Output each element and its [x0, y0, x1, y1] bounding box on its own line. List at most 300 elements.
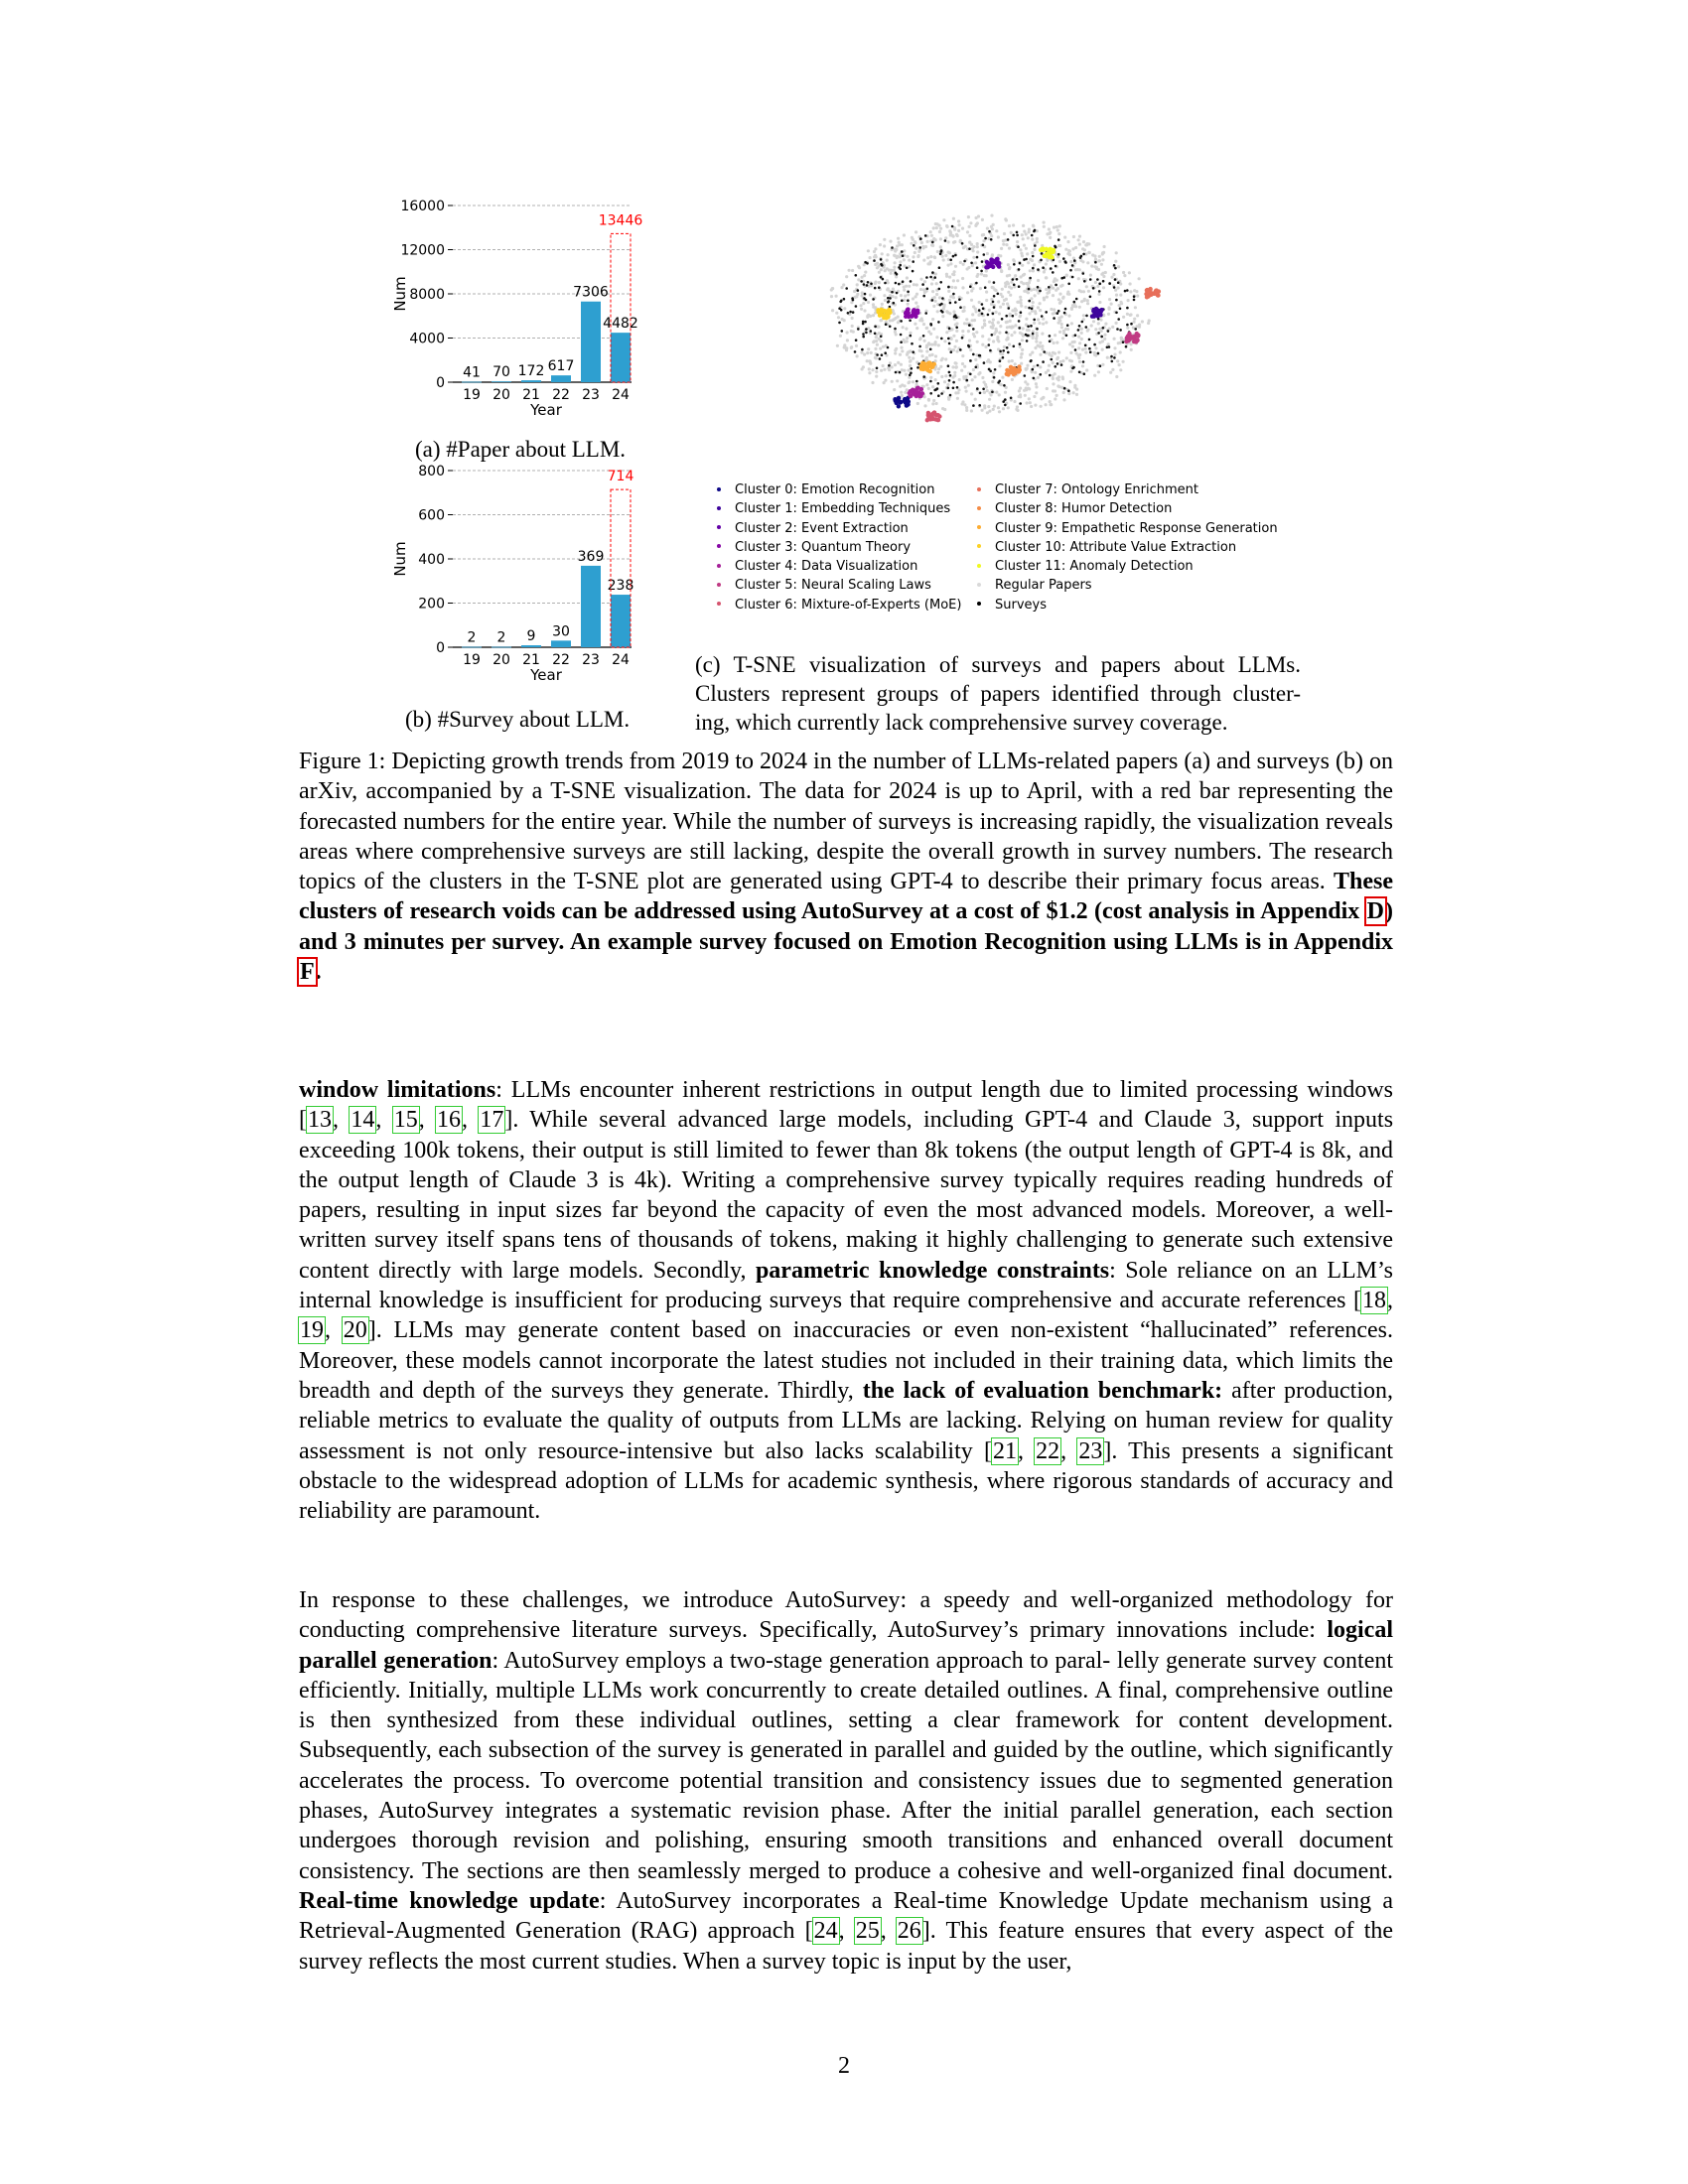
regular-paper-point	[1113, 346, 1116, 349]
regular-paper-point	[906, 276, 909, 279]
x-tick-label: 21	[522, 652, 540, 668]
regular-paper-point	[1042, 318, 1045, 321]
survey-point	[872, 298, 875, 301]
survey-point	[898, 266, 901, 269]
regular-paper-point	[939, 227, 942, 230]
regular-paper-point	[1038, 322, 1041, 325]
regular-paper-point	[967, 266, 970, 269]
regular-paper-point	[1011, 378, 1014, 381]
cite-link[interactable]: 16	[437, 1107, 462, 1134]
regular-paper-point	[843, 319, 846, 322]
regular-paper-point	[1008, 314, 1011, 317]
regular-paper-point	[998, 410, 1001, 413]
survey-point	[909, 374, 912, 377]
regular-paper-point	[926, 240, 929, 243]
regular-paper-point	[881, 303, 884, 306]
regular-paper-point	[1009, 320, 1012, 323]
survey-point	[910, 280, 913, 283]
regular-paper-point	[930, 343, 933, 346]
regular-paper-point	[973, 335, 976, 338]
regular-paper-point	[987, 358, 990, 361]
cluster-2-points	[984, 257, 1001, 270]
regular-paper-point	[957, 388, 960, 391]
regular-paper-point	[1008, 224, 1011, 227]
regular-paper-point	[1084, 347, 1087, 350]
cluster-point	[910, 314, 914, 318]
regular-paper-point	[1078, 341, 1081, 344]
survey-point	[998, 380, 1001, 383]
regular-paper-point	[980, 272, 983, 275]
legend-item	[973, 519, 1278, 538]
survey-point	[866, 284, 869, 287]
survey-point	[949, 259, 952, 262]
regular-paper-point	[1048, 364, 1051, 367]
y-tick-label: 12000	[400, 242, 445, 259]
regular-paper-point	[984, 345, 987, 348]
regular-paper-point	[860, 304, 863, 307]
regular-paper-point	[1104, 323, 1107, 326]
survey-point	[954, 314, 957, 317]
survey-point	[1098, 283, 1101, 286]
regular-paper-point	[1006, 326, 1009, 329]
regular-paper-point	[1136, 295, 1139, 298]
regular-paper-point	[878, 338, 881, 341]
regular-paper-point	[1076, 268, 1079, 271]
survey-point	[899, 264, 902, 267]
data-label: 41	[463, 364, 481, 381]
regular-paper-point	[875, 370, 878, 373]
data-label: 2	[496, 629, 506, 646]
survey-point	[915, 380, 918, 383]
regular-paper-point	[866, 351, 869, 354]
survey-point	[1016, 234, 1019, 237]
regular-paper-point	[1098, 255, 1101, 258]
p1-text-2: . While several advanced large models, including GPT-4 and Claude 3, support inputs exceeding 100k tokens, their output is still limited to fewer than 8k tokens (the output length of GPT-4 is 8k, and the output length of Claude 3 is 4k). Writing a comprehensive survey typically requires reading hundreds of papers, resulting in input sizes far beyond the capacity of even the most advanced models. Moreover, a well-written survey itself spans tens of thousands of tokens, making it highly challenging to generate such extensive content directly with large models. Secondly,	[299, 1107, 1394, 1284]
regular-paper-point	[944, 236, 947, 239]
survey-point	[895, 272, 898, 275]
cite-link[interactable]: 19	[300, 1317, 324, 1344]
survey-point	[1122, 341, 1125, 343]
regular-paper-point	[977, 214, 980, 217]
legend-marker-icon	[977, 564, 981, 568]
regular-paper-point	[945, 224, 948, 227]
cluster-point	[1126, 334, 1130, 338]
survey-point	[929, 348, 932, 351]
regular-paper-point	[934, 378, 937, 381]
survey-point	[907, 291, 910, 294]
regular-paper-point	[1115, 294, 1118, 297]
regular-paper-point	[915, 293, 918, 296]
p2-text-4: . This feature ensures that every aspect of the survey reflects the most current studies. When a survey topic is input by the user,	[299, 1918, 1394, 1975]
regular-paper-point	[908, 381, 911, 384]
regular-paper-point	[862, 365, 865, 368]
survey-point	[929, 276, 932, 279]
cluster-point	[997, 264, 1001, 268]
regular-paper-point	[883, 368, 886, 371]
survey-point	[1130, 323, 1133, 326]
cite-link[interactable]: 13	[308, 1107, 332, 1134]
regular-paper-point	[1039, 302, 1042, 305]
survey-point	[989, 349, 992, 352]
survey-point	[931, 299, 934, 302]
regular-paper-point	[899, 255, 902, 258]
survey-point	[1026, 340, 1029, 342]
survey-point	[1049, 335, 1052, 338]
regular-paper-point	[1098, 259, 1101, 262]
regular-paper-point	[1063, 236, 1066, 239]
survey-point	[1049, 374, 1052, 377]
survey-point	[1004, 398, 1007, 401]
survey-point	[969, 359, 972, 362]
survey-point	[954, 254, 957, 257]
survey-point	[952, 255, 955, 258]
regular-paper-point	[1039, 309, 1042, 312]
survey-point	[999, 359, 1002, 362]
appendix-d-link[interactable]: D	[1366, 898, 1384, 925]
regular-paper-point	[936, 371, 939, 374]
survey-point	[1082, 253, 1085, 256]
regular-paper-point	[831, 287, 834, 290]
figcap-bold-1: These clusters of research voids can be addressed using AutoSurvey at a cost of $1.2 (cost analysis in Appendix	[299, 869, 1393, 925]
regular-paper-point	[1052, 361, 1055, 364]
regular-paper-point	[932, 226, 935, 229]
regular-paper-point	[908, 285, 911, 288]
regular-paper-point	[971, 313, 974, 316]
survey-point	[1029, 277, 1032, 280]
regular-paper-point	[953, 345, 956, 348]
cluster-4-points	[908, 386, 925, 399]
survey-point	[1004, 404, 1007, 407]
survey-point	[939, 281, 942, 284]
regular-paper-point	[1004, 282, 1007, 285]
survey-point	[982, 244, 985, 247]
regular-paper-point	[922, 259, 925, 262]
cluster-6-points	[925, 410, 942, 422]
regular-paper-point	[1045, 321, 1048, 324]
regular-paper-point	[1000, 247, 1003, 250]
survey-point	[967, 344, 970, 347]
survey-point	[880, 276, 883, 279]
legend-marker-icon	[717, 583, 721, 587]
tsne-scatter	[814, 204, 1172, 442]
regular-paper-point	[990, 303, 993, 306]
survey-point	[1002, 356, 1005, 359]
regular-paper-point	[1020, 305, 1023, 308]
regular-paper-point	[970, 299, 973, 302]
survey-point	[1007, 238, 1010, 241]
regular-paper-point	[948, 276, 951, 279]
regular-paper-point	[965, 318, 968, 321]
regular-paper-point	[1019, 387, 1022, 390]
regular-paper-point	[1101, 258, 1104, 261]
regular-paper-point	[892, 288, 895, 291]
survey-point	[1083, 280, 1086, 283]
regular-paper-point	[1053, 308, 1055, 311]
regular-paper-point	[1046, 296, 1049, 299]
survey-point	[887, 297, 890, 300]
cite-link[interactable]: 26	[897, 1918, 921, 1945]
regular-paper-point	[958, 378, 961, 381]
cluster-point	[1051, 250, 1055, 254]
regular-paper-point	[851, 317, 854, 320]
regular-paper-point	[1111, 368, 1114, 371]
regular-paper-point	[891, 365, 894, 368]
regular-paper-point	[986, 252, 989, 255]
regular-paper-point	[909, 349, 912, 352]
regular-paper-point	[872, 341, 875, 343]
regular-paper-point	[1086, 299, 1089, 302]
regular-paper-point	[1122, 316, 1125, 319]
cite-link[interactable]: 24	[813, 1918, 838, 1945]
survey-point	[1111, 360, 1114, 363]
regular-paper-point	[1078, 243, 1081, 246]
bar-20	[492, 381, 511, 382]
regular-paper-point	[835, 295, 838, 298]
regular-paper-point	[1043, 298, 1046, 301]
regular-paper-point	[1067, 315, 1070, 318]
regular-paper-point	[1040, 405, 1043, 408]
regular-paper-point	[1073, 384, 1076, 387]
survey-point	[1054, 245, 1056, 248]
survey-point	[970, 262, 973, 265]
regular-paper-point	[992, 408, 995, 411]
regular-paper-point	[1041, 333, 1044, 336]
regular-paper-point	[1052, 294, 1055, 297]
regular-paper-point	[1028, 397, 1031, 400]
survey-point	[1033, 230, 1036, 233]
regular-paper-point	[916, 255, 919, 258]
legend-marker-icon	[717, 525, 721, 529]
regular-paper-point	[997, 300, 1000, 303]
survey-point	[1088, 347, 1091, 350]
cluster-point	[894, 399, 898, 403]
regular-paper-point	[897, 361, 900, 364]
survey-point	[1125, 345, 1128, 348]
regular-paper-point	[952, 217, 955, 220]
survey-point	[1089, 278, 1092, 281]
regular-paper-point	[879, 243, 882, 246]
regular-paper-point	[963, 403, 966, 406]
cluster-point	[936, 418, 940, 422]
survey-point	[913, 244, 915, 247]
regular-paper-point	[890, 272, 893, 275]
cite-link[interactable]: 21	[992, 1437, 1017, 1464]
regular-paper-point	[1019, 345, 1022, 348]
bar-21	[521, 645, 541, 647]
survey-point	[888, 364, 891, 367]
regular-paper-point	[966, 291, 969, 294]
regular-paper-point	[1059, 285, 1062, 288]
regular-paper-point	[1091, 253, 1094, 256]
regular-paper-point	[1032, 224, 1035, 227]
regular-paper-point	[1004, 285, 1007, 288]
survey-point	[873, 259, 876, 262]
cite-link[interactable]: 22	[1036, 1437, 1060, 1464]
appendix-f-link[interactable]: F	[300, 959, 315, 986]
regular-paper-point	[1036, 237, 1039, 240]
regular-paper-point	[952, 310, 955, 313]
survey-point	[1006, 346, 1009, 349]
caption-b: (b) #Survey about LLM.	[405, 707, 631, 732]
figure-caption	[299, 747, 1393, 987]
regular-paper-point	[1031, 259, 1034, 262]
y-tick-label: 400	[418, 552, 445, 568]
survey-point	[907, 299, 910, 302]
regular-paper-point	[897, 237, 900, 240]
regular-paper-point	[1086, 261, 1089, 264]
survey-point	[1064, 308, 1067, 311]
survey-point	[1028, 288, 1031, 291]
regular-paper-point	[1096, 285, 1099, 288]
regular-paper-point	[1014, 362, 1017, 365]
tsne-legend	[713, 480, 1309, 619]
regular-paper-point	[1101, 363, 1104, 366]
survey-point	[975, 366, 978, 369]
survey-point	[1089, 296, 1092, 299]
x-tick-label: 23	[582, 652, 600, 668]
survey-point	[1032, 255, 1035, 258]
survey-point	[1018, 268, 1021, 271]
survey-point	[1066, 324, 1069, 327]
regular-paper-point	[937, 343, 940, 346]
regular-paper-point	[942, 218, 945, 221]
figcap-normal: Figure 1: Depicting growth trends from 2019 to 2024 in the number of LLMs-related papers (a) and surveys (b) on arXiv, accompanied by a T-SNE visualization. The data for 2024 is up to April, with a red bar representing the forecasted numbers for the entire year. While the number of surveys is increasing rapidly, the visualization reveals areas where comprehensive surveys are still lacking, despite the overall growth in survey numbers. The research topics of the clusters in the T-SNE plot are generated using GPT-4 to describe their primary focus areas.	[299, 749, 1393, 895]
survey-point	[1075, 298, 1078, 301]
regular-paper-point	[1081, 364, 1084, 367]
regular-paper-point	[1065, 274, 1068, 277]
survey-point	[1063, 387, 1066, 390]
regular-paper-point	[954, 265, 957, 268]
survey-point	[940, 249, 943, 252]
regular-paper-point	[941, 315, 944, 318]
cluster-7-points	[1144, 287, 1161, 300]
survey-point	[963, 260, 966, 263]
regular-paper-point	[963, 306, 966, 309]
survey-point	[1034, 244, 1037, 247]
survey-point	[1082, 360, 1085, 363]
term-realtime-update: Real-time knowledge update	[299, 1887, 600, 1914]
regular-paper-point	[1049, 403, 1052, 406]
cluster-point	[916, 393, 920, 397]
data-label: 617	[547, 358, 575, 375]
regular-paper-point	[976, 273, 979, 276]
regular-paper-point	[1007, 291, 1010, 294]
regular-paper-point	[1090, 265, 1093, 268]
survey-point	[990, 238, 993, 241]
regular-paper-point	[1122, 360, 1125, 363]
cluster-point	[1093, 313, 1097, 317]
regular-paper-point	[924, 245, 927, 248]
survey-point	[901, 300, 904, 303]
regular-paper-point	[860, 351, 863, 354]
regular-paper-point	[1133, 289, 1136, 292]
survey-point	[937, 321, 940, 324]
survey-point	[1071, 276, 1074, 279]
regular-paper-point	[936, 310, 939, 313]
regular-paper-point	[872, 314, 875, 317]
regular-paper-point	[1052, 374, 1055, 377]
survey-point	[1008, 307, 1011, 310]
survey-point	[1033, 319, 1036, 322]
cite-link[interactable]: 20	[343, 1317, 367, 1344]
survey-point	[880, 336, 883, 339]
regular-paper-point	[930, 243, 933, 246]
regular-paper-point	[872, 306, 875, 309]
regular-paper-point	[948, 251, 951, 254]
survey-point	[929, 380, 932, 383]
survey-point	[1037, 364, 1040, 367]
regular-paper-point	[1006, 321, 1009, 324]
cite-link[interactable]: 15	[393, 1107, 418, 1134]
regular-paper-point	[1020, 362, 1023, 365]
survey-point	[843, 298, 846, 301]
cluster-5-points	[1124, 332, 1140, 344]
survey-point	[1057, 310, 1060, 313]
regular-paper-point	[1007, 263, 1010, 266]
regular-paper-point	[925, 383, 928, 386]
survey-point	[1017, 245, 1020, 248]
regular-paper-point	[863, 274, 866, 277]
data-label: 172	[517, 363, 545, 380]
regular-paper-point	[987, 405, 990, 408]
survey-point	[1003, 384, 1006, 387]
regular-paper-point	[1023, 290, 1026, 293]
regular-paper-point	[948, 312, 951, 315]
regular-paper-point	[836, 344, 839, 347]
survey-point	[955, 327, 958, 330]
regular-paper-point	[970, 392, 973, 395]
x-tick-label: 19	[463, 652, 481, 668]
regular-paper-point	[1058, 244, 1061, 247]
survey-point	[1106, 346, 1109, 349]
regular-paper-point	[1054, 334, 1056, 337]
regular-paper-point	[862, 302, 865, 305]
cite-link[interactable]: 25	[855, 1918, 880, 1945]
regular-paper-point	[1086, 302, 1089, 305]
survey-point	[1024, 374, 1027, 377]
survey-point	[1088, 339, 1091, 341]
regular-paper-point	[983, 319, 986, 322]
regular-paper-point	[1086, 329, 1089, 332]
regular-paper-point	[880, 268, 883, 271]
regular-paper-point	[883, 244, 886, 247]
regular-paper-point	[850, 301, 853, 304]
cite-link[interactable]: 14	[351, 1107, 375, 1134]
regular-paper-point	[1094, 328, 1097, 331]
regular-paper-point	[1048, 291, 1051, 294]
figcap-bold-2: ) and 3 minutes per survey. An example survey focused on Emotion Recognition using LLMs is in Appendix	[299, 898, 1393, 955]
regular-paper-point	[951, 234, 954, 237]
regular-paper-point	[961, 277, 964, 280]
regular-paper-point	[942, 258, 945, 261]
legend-marker-icon	[977, 544, 981, 548]
regular-paper-point	[882, 345, 885, 348]
regular-paper-point	[945, 275, 948, 278]
survey-point	[911, 367, 914, 370]
cite-link[interactable]: 23	[1078, 1437, 1103, 1464]
legend-item	[973, 557, 1278, 576]
survey-point	[839, 301, 842, 304]
regular-paper-point	[920, 317, 923, 320]
regular-paper-point	[1026, 364, 1029, 367]
regular-paper-point	[998, 312, 1001, 315]
cite-link[interactable]: 18	[1362, 1288, 1386, 1314]
regular-paper-point	[962, 246, 965, 249]
regular-paper-point	[904, 341, 907, 343]
cite-link[interactable]: 17	[480, 1107, 504, 1134]
regular-paper-point	[1025, 388, 1028, 391]
figcap-bold-3: .	[315, 959, 322, 986]
